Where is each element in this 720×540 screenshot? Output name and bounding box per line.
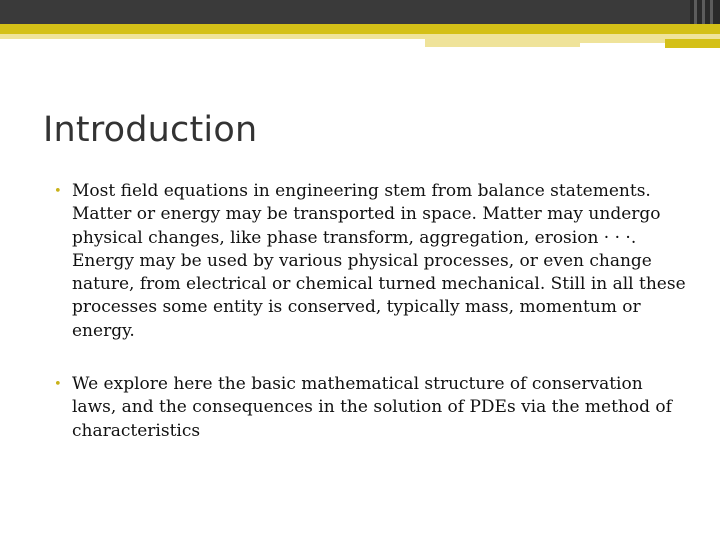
header-stripe <box>694 0 697 24</box>
slide-title: Introduction <box>43 110 258 150</box>
bullet-text: Most field equations in engineering stem from balance statements. Matter or energy may be transported in space. Matter may undergo physical changes, like phase transform, aggregation, erosion · · ·. Energy may be used by various physical processes, or even change nature, from electrical or chemical turned mechanical. Still in all these processes some entity is conserved, typically mass, momentum or energy. <box>72 181 686 341</box>
header-stripe <box>710 0 713 24</box>
header-gold-band <box>0 24 720 34</box>
header-dark-band-right <box>690 0 720 24</box>
bullet-item <box>52 180 692 343</box>
bullet-text: We explore here the basic mathematical structure of conservation laws, and the consequences in the solution of PDEs via the method of characteristics <box>72 374 672 441</box>
header-gold-band-right <box>665 39 720 48</box>
header-dark-band <box>0 0 720 24</box>
header-stripe <box>702 0 705 24</box>
bullet-item <box>52 373 692 443</box>
bullet-marker: • <box>54 184 62 199</box>
bullet-list <box>52 180 692 473</box>
header-light-gold-band-shorter <box>425 43 580 47</box>
bullet-marker: • <box>54 377 62 393</box>
